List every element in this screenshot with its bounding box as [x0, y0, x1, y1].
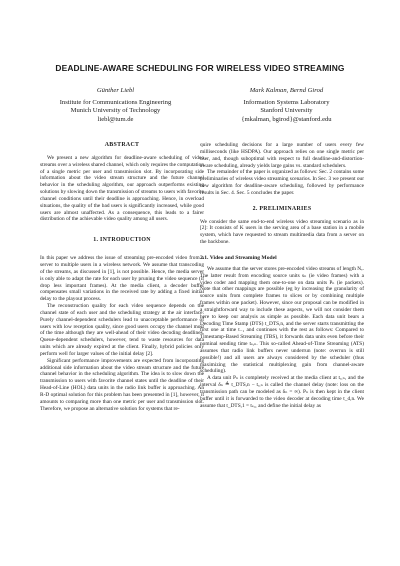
paragraph: A data unit Pₙ is completely received at the media client at tᵣ,ₙ, and the interval δₙ ≜ t_DTS,n − tᵣ,ₙ is called the channel delay (note: loss on the transmission path can be modeled as δₙ = ∞). Pₙ is then kept in the client buffer until it is forwarded to the video decoder at decoding time t_d,n. We assume that t_DTS,1 = tₛ,₁ and define the initial delay as: [200, 375, 364, 409]
author-name: Günther Liebl: [96, 87, 135, 94]
author-affiliation: Institute for Communications Engineering: [59, 98, 172, 106]
author-name: Mark Kalman, Bernd Girod: [249, 87, 324, 94]
paragraph: In this paper we address the issue of streaming pre-encoded video from a server to multiple users in a wireless network. We assume that transcoding of the streams, as discussed in [1], is not possible. Hence, the media server is only able to adapt the rate for each user by pruning the video sequence (if drop less important frames). At the media client, a decoder buffer compensates small variations in the received rate by adding a fixed initial delay to the playout process.: [40, 255, 204, 303]
author-block-right: [214, 87, 359, 125]
paper-title: DEADLINE-AWARE SCHEDULING FOR WIRELESS VIDEO STREAMING: [55, 63, 345, 73]
author-email: liebl@tum.de: [97, 116, 134, 124]
abstract-text: We present a new algorithm for deadline-aware scheduling of video streams over a wireless shared channel, which only requires the computation of a single metric per user and transmission slot. By incorporating side information about the video stream structure and the future channel behavior in the scheduling algorithm, our approach outperforms existing solutions by slowing down the transmission of streams to users with favorite channel conditions until their deadline is approaching. Hence, in overload situations, the quality of the bad users is significantly increased, while good users are almost unaffected. As a consequence, this leads to a fairer distribution of the achievable video quality among all users.: [40, 154, 204, 223]
section-heading: 1. INTRODUCTION: [93, 237, 151, 244]
paragraph: Significant performance improvements are expected from incorporating additional side information about the video stream structure and the future channel behavior in the scheduling algorithm. The idea is to slow down the transmission to users with favorite channel states until the deadline of their Head-of-Line (HOL) data units in the radio link buffer is approaching. An R-D optimal solution for this problem has been presented in [1], however, it amounts to comparing more than one metric per user and transmission slot. Therefore, we propose an alternative solution for systems that re-: [40, 357, 204, 412]
paragraph: quire scheduling decisions for a large number of users every few milliseconds (like HSDPA). Our approach relies on one single metric per user, and, though suboptimal with respect to full deadline-and-distortion-aware scheduling, already yields large gains vs. standard schedulers.: [200, 142, 364, 169]
author-affiliation: Information Systems Laboratory: [243, 98, 330, 106]
author-email: {mkalman, bgirod}@stanford.edu: [241, 116, 332, 124]
paragraph: The reconstruction quality for each video sequence depends on the channel state of each user and the scheduling strategy at the air interface: Purely channel-dependent schedulers lead to unacceptable performance of users with low reception quality, since good users occupy the channel most of the time although they are well-ahead of their video decoding deadlines. Queue-dependent schedulers, however, tend to waste resources for data units which are already expired at the client. Finally, hybrid policies only perform well for larger values of the initial delay [2].: [40, 303, 204, 357]
abstract-heading: ABSTRACT: [104, 142, 140, 148]
right-column: [200, 142, 364, 410]
author-affiliation: Munich University of Technology: [70, 107, 161, 115]
paragraph: We assume that the server stores pre-encoded video streams of length Nᵥ. The latter result from encoding source units sₙ (ie video frames) with a video coder and mapping them one-to-one on data units Pₙ (ie packets). Note that other mappings are possible (eg by increasing the granularity of source units from complete frames to slices or by combining multiple frames within one packet). However, since our proposal can be modified in a straightforward way to include these aspects, we will not consider them here to keep our analysis as simple as possible. Each data unit bears a Decoding Time Stamp (DTS) t_DTS,n, and the server starts transmitting the first one at time t₋₁ and continues with the rest as follows: Compared to Timestamp-Based Streaming (TBS), it forwards data units even before their nominal sending time tₛ,ₙ. This so-called Ahead-of-Time Streaming (ATS) assumes that radio link buffers never underrun (note: overrun is still possible!) and all users are always considered by the scheduler (thus maximizing the statistical multiplexing gain from channel-aware scheduling).: [200, 265, 364, 375]
subsection-heading: 2.1. Video and Streaming Model: [200, 254, 277, 261]
left-column: [40, 142, 204, 413]
author-affiliation: Stanford University: [260, 107, 313, 115]
author-block-left: [43, 87, 188, 125]
paragraph: The remainder of the paper is organized as follows: Sec. 2 contains some preliminaries of wireless video streaming scenarios. In Sec. 3 we present our new algorithm for deadline-aware scheduling, followed by performance results in Sec. 4. Sec. 5 concludes the paper.: [200, 169, 364, 196]
section-heading: 2. PRELIMINARIES: [252, 205, 312, 212]
paragraph: We consider the same end-to-end wireless video streaming scenario as in [2]: It consists of K users in the serving area of a base station in a mobile system, which have requested to stream multimedia data from a server on the backbone.: [200, 218, 364, 246]
